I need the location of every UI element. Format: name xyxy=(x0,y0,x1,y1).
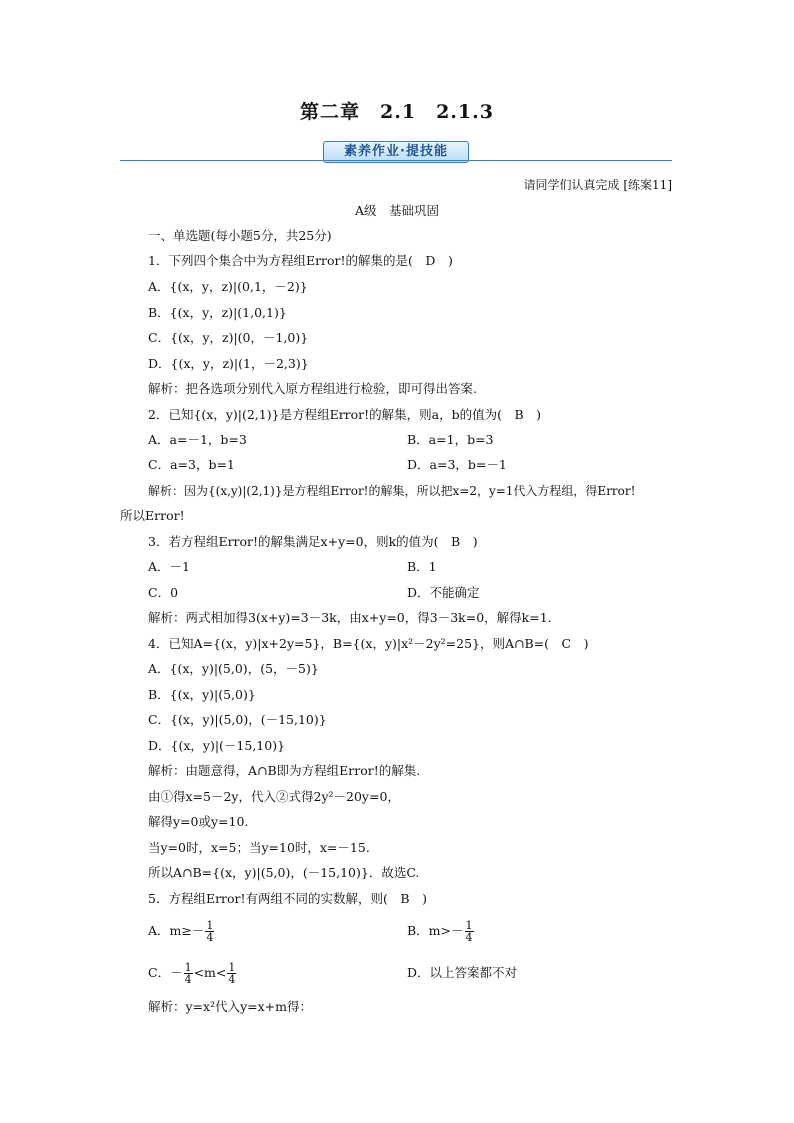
q3-stem: 3．若方程组Error!的解集满足x+y=0，则k的值为( B ) xyxy=(148,534,478,549)
fraction xyxy=(465,920,474,943)
q2-option-a: A．a=－1，b=3 xyxy=(148,432,247,447)
q1-option-b: B．{(x，y，z)|(1,0,1)} xyxy=(148,305,287,320)
fraction-denominator: 4 xyxy=(228,973,236,986)
level-heading: A级 基础巩固 xyxy=(354,203,440,218)
fraction-numerator: 1 xyxy=(184,961,192,974)
section-heading: 一、单选题(每小题5分，共25分) xyxy=(148,228,332,243)
fraction-denominator: 4 xyxy=(465,931,473,944)
q4-option-a: A．{(x，y)|(5,0)，(5，－5)} xyxy=(148,661,319,676)
q2-option-d: D．a=3，b=－1 xyxy=(407,457,507,472)
exercise-hint: 请同学们认真完成 [练案11] xyxy=(523,178,672,192)
q3-option-b: B．1 xyxy=(407,559,437,574)
q2-solution-line1: 解析：因为{(x,y)|(2,1)}是方程组Error!的解集，所以把x=2，y=1代入方程组，得Error! xyxy=(148,484,636,498)
q3-option-a: A．－1 xyxy=(148,559,190,574)
q3-option-c: C．0 xyxy=(148,585,179,600)
fraction-numerator: 1 xyxy=(228,961,236,974)
page-title: 第二章 2.1 2.1.3 xyxy=(300,101,494,123)
q1-option-c: C．{(x，y，z)|(0，－1,0)} xyxy=(148,330,309,345)
header-divider xyxy=(120,160,672,161)
q5-option-c-mid: <m< xyxy=(193,965,227,980)
q1-option-d: D．{(x，y，z)|(1，－2,3)} xyxy=(148,356,309,371)
fraction-numerator: 1 xyxy=(206,919,214,932)
q5-option-b xyxy=(407,915,475,947)
q5-option-c-text: C．－ xyxy=(148,965,183,980)
q3-solution: 解析：两式相加得3(x+y)=3－3k，由x+y=0，得3－3k=0，解得k=1. xyxy=(148,610,552,625)
q1-option-a: A．{(x，y，z)|(0,1，－2)} xyxy=(148,279,308,294)
q4-solution-line5: 所以A∩B={(x，y)|(5,0)，(－15,10)}．故选C. xyxy=(148,865,420,880)
q4-solution-line2: 由①得x=5－2y，代入②式得2y²－20y=0， xyxy=(148,789,400,804)
q5-stem: 5．方程组Error!有两组不同的实数解，则( B ) xyxy=(148,891,427,906)
fraction-denominator: 4 xyxy=(184,973,192,986)
q1-solution: 解析：把各选项分别代入原方程组进行检验，即可得出答案. xyxy=(148,381,477,396)
q5-option-b-text: B．m>－ xyxy=(407,923,464,938)
fraction-numerator: 1 xyxy=(465,919,473,932)
q4-option-b: B．{(x，y)|(5,0)} xyxy=(148,687,256,702)
q4-solution-line3: 解得y=0或y=10. xyxy=(148,814,249,829)
fraction-denominator: 4 xyxy=(206,931,214,944)
q2-option-b: B．a=1，b=3 xyxy=(407,432,494,447)
q5-option-d: D．以上答案都不对 xyxy=(407,965,518,980)
fraction xyxy=(227,962,236,985)
q1-stem: 1．下列四个集合中为方程组Error!的解集的是( D ) xyxy=(148,253,453,268)
q4-solution-line4: 当y=0时，x=5；当y=10时，x=－15. xyxy=(148,840,370,855)
q5-solution: 解析：y=x²代入y=x+m得： xyxy=(148,999,313,1014)
q3-option-d: D．不能确定 xyxy=(407,585,480,600)
q4-stem: 4．已知A={(x，y)|x+2y=5}，B={(x，y)|x²－2y²=25}，则A∩B=( C ) xyxy=(148,636,589,651)
q5-option-a xyxy=(148,915,215,947)
q2-solution-line2: 所以Error! xyxy=(120,508,185,523)
fraction xyxy=(184,962,193,985)
q5-option-a-text: A．m≥－ xyxy=(148,923,205,938)
q4-option-c: C．{(x，y)|(5,0)，(－15,10)} xyxy=(148,712,327,727)
q2-stem: 2．已知{(x，y)|(2,1)}是方程组Error!的解集，则a，b的值为( B ) xyxy=(148,407,542,422)
q4-option-d: D．{(x，y)|(－15,10)} xyxy=(148,738,286,753)
q4-solution-line1: 解析：由题意得，A∩B即为方程组Error!的解集. xyxy=(148,763,421,778)
section-badge: 素养作业·提技能 xyxy=(323,141,469,163)
fraction xyxy=(205,920,214,943)
q2-option-c: C．a=3，b=1 xyxy=(148,457,235,472)
q5-option-c xyxy=(148,957,237,989)
